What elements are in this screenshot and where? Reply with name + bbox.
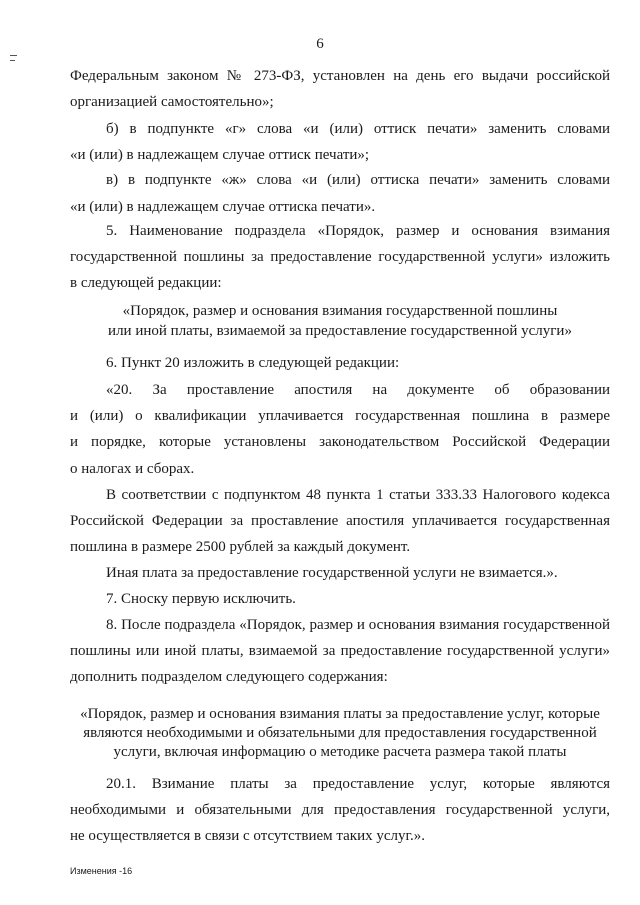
heading-line: «Порядок, размер и основания взимания государственной пошлины xyxy=(122,303,558,319)
text-line: «и (или) в надлежащем случае оттиск печати»; xyxy=(70,147,370,163)
text-line: пошлина в размере 2500 рублей за каждый документ. xyxy=(70,539,411,555)
text-line: необходимыми и обязательными для предоставления государственной услуги, xyxy=(70,802,610,818)
text-line: и (или) о квалификации уплачивается государственная пошлина в размере xyxy=(70,408,610,424)
heading-line: являются необходимыми и обязательными для предоставления государственной xyxy=(83,725,597,741)
text-line: не осуществляется в связи с отсутствием таких услуг.». xyxy=(70,828,425,844)
text-line: 6. Пункт 20 изложить в следующей редакции: xyxy=(106,355,400,371)
margin-mark xyxy=(10,55,17,56)
text-line: в следующей редакции: xyxy=(70,275,222,291)
text-line: 5. Наименование подраздела «Порядок, размер и основания взимания xyxy=(106,223,610,239)
text-line: государственной пошлины за предоставление государственной услуги» изложить xyxy=(70,249,610,265)
text-line: организацией самостоятельно»; xyxy=(70,94,274,110)
heading-line: «Порядок, размер и основания взимания платы за предоставление услуг, которые xyxy=(80,706,600,722)
heading-line: услуги, включая информацию о методике расчета размера такой платы xyxy=(113,744,567,760)
text-line: Федеральным законом № 273-ФЗ, установлен на день его выдачи российской xyxy=(70,68,610,84)
text-line: Российской Федерации за проставление апостиля уплачивается государственная xyxy=(70,513,610,529)
text-line: дополнить подразделом следующего содержания: xyxy=(70,669,388,685)
heading-line: или иной платы, взимаемой за предоставление государственной услуги» xyxy=(108,323,572,339)
text-line: в) в подпункте «ж» слова «и (или) оттиска печати» заменить словами xyxy=(106,172,610,188)
footer-label: Изменения -16 xyxy=(70,866,133,876)
text-line: В соответствии с подпунктом 48 пункта 1 статьи 333.33 Налогового кодекса xyxy=(106,487,610,503)
page-number: 6 xyxy=(316,36,324,52)
text-line: «и (или) в надлежащем случае оттиска печати». xyxy=(70,199,376,215)
text-line: о налогах и сборах. xyxy=(70,461,195,477)
text-line: 8. После подраздела «Порядок, размер и основания взимания государственной xyxy=(106,617,610,633)
text-line: 7. Сноску первую исключить. xyxy=(106,591,296,607)
text-line: б) в подпункте «г» слова «и (или) оттиск печати» заменить словами xyxy=(106,121,610,137)
text-line: пошлины или иной платы, взимаемой за предоставление государственной услуги» xyxy=(70,643,610,659)
text-line: 20.1. Взимание платы за предоставление услуг, которые являются xyxy=(106,776,610,792)
text-line: Иная плата за предоставление государственной услуги не взимается.». xyxy=(106,565,558,581)
text-line: «20. За проставление апостиля на документе об образовании xyxy=(106,382,610,398)
margin-mark xyxy=(10,60,15,61)
text-line: и порядке, которые установлены законодательством Российской Федерации xyxy=(70,434,610,450)
